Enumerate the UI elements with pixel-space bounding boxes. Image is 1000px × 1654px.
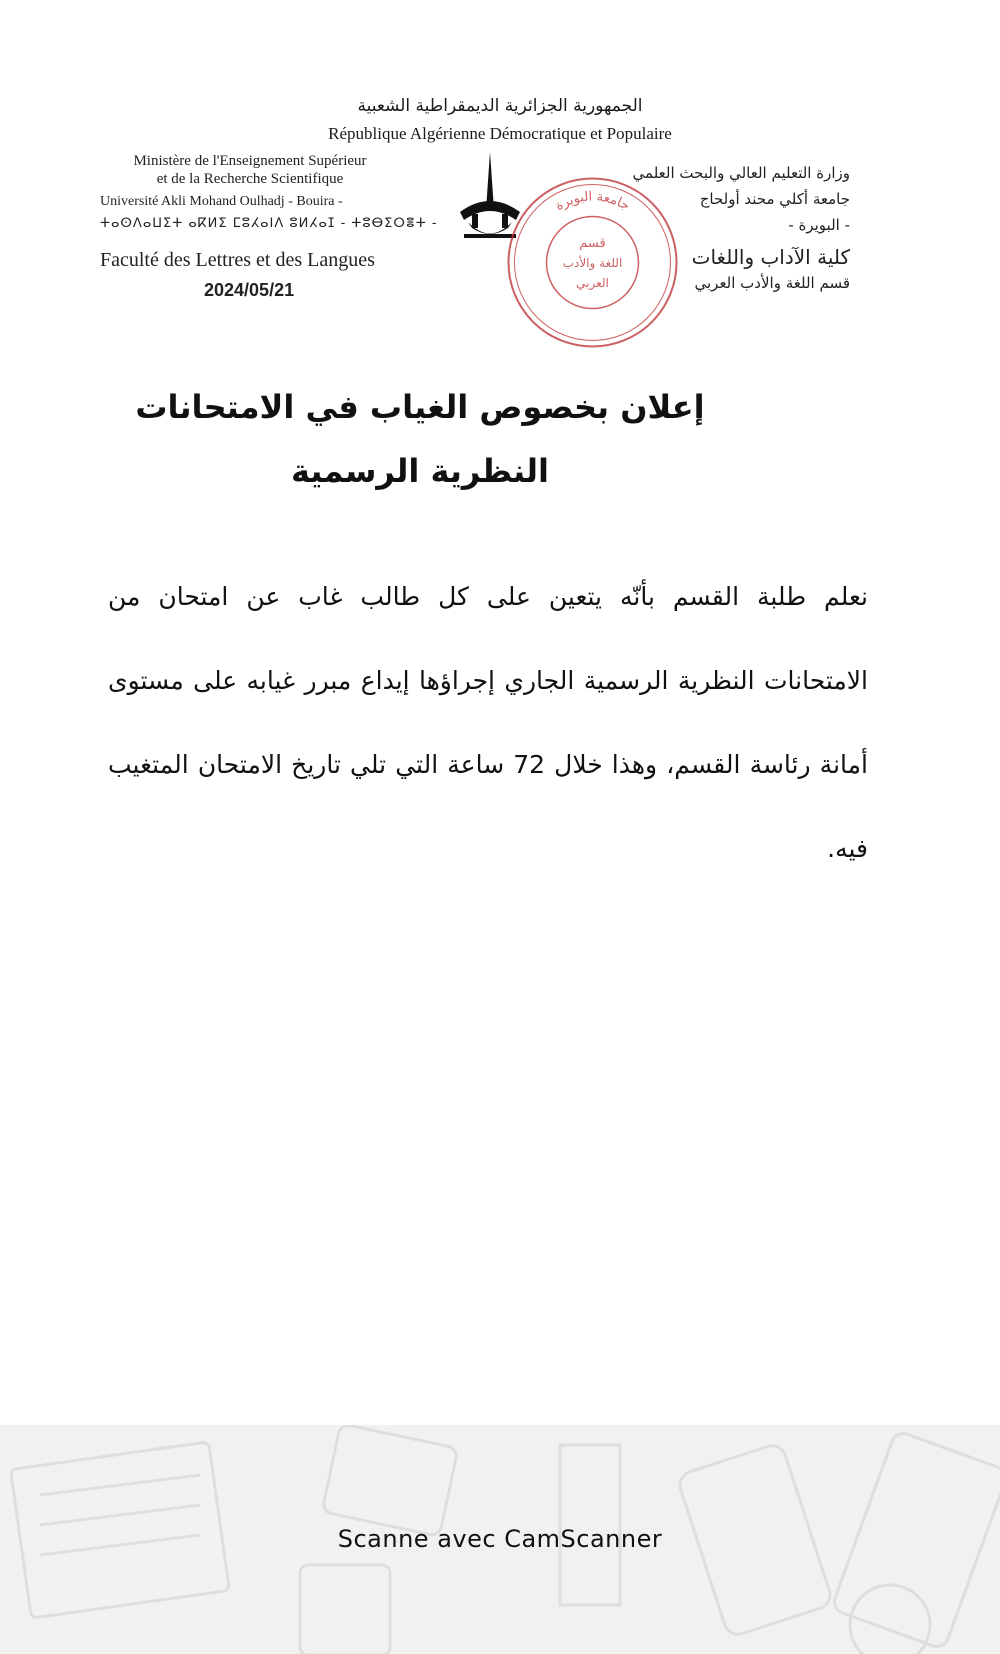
announcement-body: نعلم طلبة القسم بأنّه يتعين على كل طالب غاب عن امتحان من الامتحانات النظرية الرسمية الجاري إجراؤها إيداع مبرر غيابه على مستوى أمانة رئاسة القسم، وهذا خلال 72 ساعة التي تلي تاريخ الامتحان المتغيب فيه. xyxy=(108,582,868,863)
republic-name-french: République Algérienne Démocratique et Populaire xyxy=(328,124,672,143)
camscanner-watermark: Scanne avec CamScanner xyxy=(337,1525,663,1553)
stamp-center-line2: اللغة والأدب xyxy=(562,256,623,270)
stamp-center-line3: العربي xyxy=(576,276,609,290)
university-name-arabic: جامعة أكلي محند أولحاج xyxy=(699,190,850,208)
ministry-name-arabic: وزارة التعليم العالي والبحث العلمي xyxy=(632,164,850,182)
document-date: 2024/05/21 xyxy=(204,280,295,300)
stamp-center-line1: قسم xyxy=(579,236,606,251)
university-name-french: Université Akli Mohand Oulhadj - Bouira - xyxy=(100,194,343,209)
republic-name-arabic: الجمهورية الجزائرية الديمقراطية الشعبية xyxy=(357,96,643,116)
camscanner-footer xyxy=(0,1425,1000,1654)
announcement-title-line2: النظرية الرسمية xyxy=(291,452,549,490)
faculty-name-french: Faculté des Lettres et des Langues xyxy=(100,249,375,271)
university-name-tifinagh: ⵜⴰⵙⴷⴰⵡⵉⵜ ⴰⴽⵍⵉ ⵎⵓⵃⴰⵏⴷ ⵓⵍⵃⴰⵊ - ⵜⵓⴱⵉⵔⴻⵜ - xyxy=(100,216,438,231)
svg-text:جامعة البويرة xyxy=(553,189,632,214)
ministry-french-line1: Ministère de l'Enseignement Supérieur xyxy=(133,153,367,169)
ministry-french-line2: et de la Recherche Scientifique xyxy=(156,171,344,187)
department-stamp-icon xyxy=(505,175,680,350)
french-letterhead xyxy=(100,152,440,301)
city-name-arabic: - البويرة - xyxy=(788,216,850,234)
faculty-name-arabic: كلية الآداب واللغات xyxy=(691,245,850,269)
announcement-title-line1: إعلان بخصوص الغياب في الامتحانات xyxy=(135,388,705,426)
stamp-arc-text: جامعة البويرة xyxy=(552,189,633,215)
department-name-arabic: قسم اللغة والأدب العربي xyxy=(694,274,850,292)
